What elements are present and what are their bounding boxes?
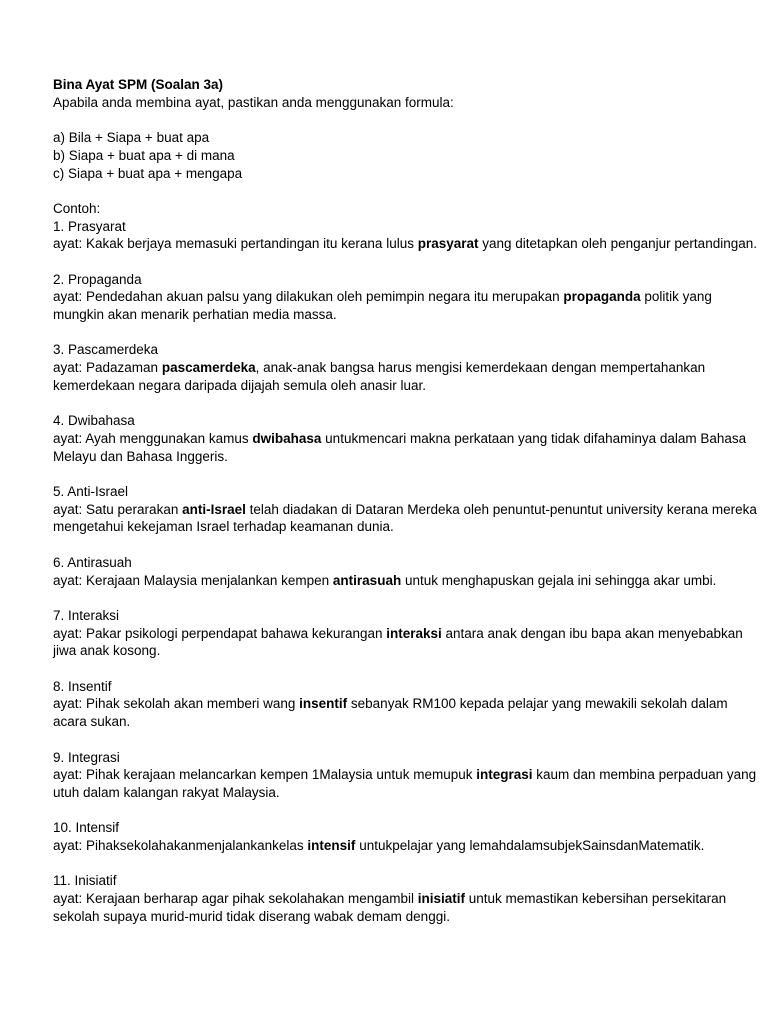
sentence-text: antara anak dengan ibu bapa akan menyebabkan jiwa anak kosong.: [53, 625, 743, 659]
example-entry: [53, 554, 758, 589]
example-heading: 5. Anti-Israel: [53, 484, 129, 500]
key-term: prasyarat: [417, 236, 479, 252]
example-sentence: [53, 890, 758, 925]
sentence-text: ayat: Kakak berjaya memasuki pertandingan itu kerana lulus: [53, 236, 418, 252]
key-term: integrasi: [476, 767, 533, 783]
sentence-text: kaum dan membina perpaduan yang utuh dalam kalangan rakyat Malaysia.: [53, 767, 757, 800]
sentence-text: telah diadakan di Dataran Merdeka oleh penuntut-penuntut university kerana mereka mengetahui kekejaman Israel terhadap keamanan dunia.: [53, 501, 757, 535]
document-content: [53, 76, 758, 926]
example-sentence: [53, 235, 758, 253]
sentence-text: yang ditetapkan oleh penganjur pertandingan.: [478, 236, 757, 252]
example-heading: 4. Dwibahasa: [53, 413, 135, 429]
key-term: antirasuah: [332, 572, 402, 588]
example-sentence: [53, 572, 758, 590]
example-entry: [53, 341, 758, 394]
examples-label: Contoh:: [53, 200, 101, 216]
sentence-text: ayat: Pihak kerajaan melancarkan kempen 1Malaysia untuk memupuk: [53, 767, 477, 783]
sentence-text: untukpelajar yang lemahdalamsubjekSainsdanMatematik.: [355, 838, 705, 854]
example-heading: 11. Inisiatif: [53, 873, 117, 889]
example-sentence: [53, 766, 758, 801]
key-term: intensif: [307, 838, 356, 854]
example-sentence: [53, 837, 758, 855]
sentence-text: untuk menghapuskan gejala ini sehingga akar umbi.: [401, 572, 717, 588]
example-list: [53, 218, 758, 926]
key-term: interaksi: [386, 625, 442, 641]
example-heading: 3. Pascamerdeka: [53, 342, 159, 358]
formula-item: c) Siapa + buat apa + mengapa: [53, 165, 243, 181]
sentence-text: untuk memastikan kebersihan persekitaran sekolah supaya murid-murid tidak diserang wabak demam denggi.: [53, 891, 727, 924]
example-entry: [53, 749, 758, 802]
key-term: pascamerdeka: [161, 360, 256, 376]
example-heading: 8. Insentif: [53, 678, 112, 694]
sentence-text: ayat: Pihak sekolah akan memberi wang: [53, 696, 300, 712]
formula-item: a) Bila + Siapa + buat apa: [53, 130, 210, 146]
key-term: insentif: [299, 696, 348, 712]
example-heading: 10. Intensif: [53, 820, 120, 836]
example-entry: [53, 271, 758, 324]
example-heading: 9. Integrasi: [53, 749, 120, 765]
sentence-text: ayat: Ayah menggunakan kamus: [53, 430, 253, 446]
sentence-text: ayat: Kerajaan Malaysia menjalankan kempen: [53, 572, 333, 588]
sentence-text: ayat: Pakar psikologi perpendapat bahawa kekurangan: [53, 625, 387, 641]
sentence-text: ayat: Pihaksekolahakanmenjalankankelas: [53, 838, 308, 854]
key-term: propaganda: [563, 289, 641, 305]
sentence-text: ayat: Pendedahan akuan palsu yang dilakukan oleh pemimpin negara itu merupakan: [53, 289, 564, 305]
example-entry: [53, 872, 758, 925]
example-entry: [53, 607, 758, 660]
example-sentence: [53, 359, 758, 394]
formula-item: b) Siapa + buat apa + di mana: [53, 147, 235, 163]
spacer: [53, 111, 758, 129]
key-term: anti-Israel: [182, 501, 246, 517]
example-heading: 2. Propaganda: [53, 271, 142, 287]
document-title: Bina Ayat SPM (Soalan 3a): [53, 77, 224, 92]
example-sentence: [53, 501, 758, 536]
sentence-text: politik yang mungkin akan menarik perhatian media massa.: [53, 289, 712, 323]
example-entry: [53, 819, 758, 854]
example-entry: [53, 218, 758, 253]
example-heading: 7. Interaksi: [53, 607, 120, 623]
key-term: inisiatif: [417, 891, 465, 907]
example-entry: [53, 678, 758, 731]
example-sentence: [53, 625, 758, 660]
example-entry: [53, 483, 758, 536]
example-sentence: [53, 288, 758, 323]
example-heading: 1. Prasyarat: [53, 218, 126, 234]
sentence-text: , anak-anak bangsa harus mengisi kemerdekaan dengan mempertahankan kemerdekaan negara daripada dijajah semula oleh anasir luar.: [53, 360, 706, 393]
intro-text: Apabila anda membina ayat, pastikan anda menggunakan formula:: [53, 94, 454, 110]
sentence-text: ayat: Satu perarakan: [53, 501, 183, 517]
example-heading: 6. Antirasuah: [53, 554, 132, 570]
sentence-text: sebanyak RM100 kepada pelajar yang mewakili sekolah dalam acara sukan.: [53, 696, 728, 730]
example-entry: [53, 412, 758, 465]
example-sentence: [53, 695, 758, 730]
spacer: [53, 182, 758, 200]
formula-list: [53, 129, 758, 182]
sentence-text: ayat: Padazaman: [53, 360, 162, 376]
sentence-text: ayat: Kerajaan berharap agar pihak sekolahakan mengambil: [53, 891, 418, 907]
key-term: dwibahasa: [252, 430, 322, 446]
example-sentence: [53, 430, 758, 465]
sentence-text: untukmencari makna perkataan yang tidak difahaminya dalam Bahasa Melayu dan Bahasa Inggeris.: [53, 430, 747, 464]
